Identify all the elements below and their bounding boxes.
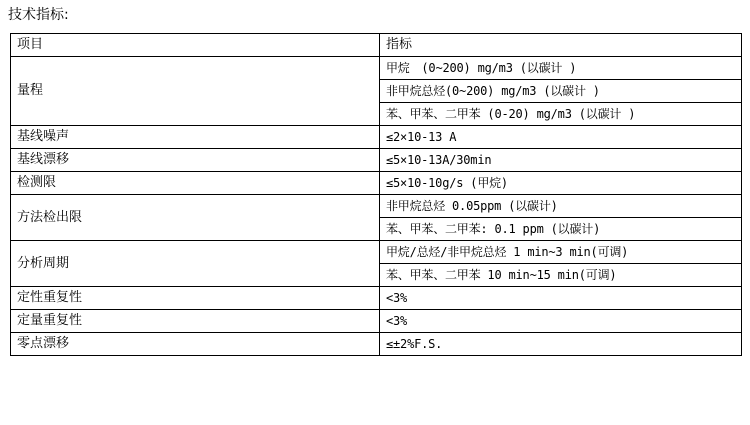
method-detection-limit-value-btx: 苯、甲苯、二甲苯: 0.1 ppm (以碳计) bbox=[380, 218, 742, 241]
baseline-noise-value: ≤2×10-13 A bbox=[380, 126, 742, 149]
section-heading: 技术指标: bbox=[8, 7, 69, 23]
table-row bbox=[11, 287, 742, 310]
table-row bbox=[11, 241, 742, 264]
table-header-row bbox=[11, 34, 742, 57]
method-detection-limit-label: 方法检出限 bbox=[11, 195, 380, 241]
table-row bbox=[11, 126, 742, 149]
quantitative-repeatability-label: 定量重复性 bbox=[11, 310, 380, 333]
table-row bbox=[11, 149, 742, 172]
qualitative-repeatability-label: 定性重复性 bbox=[11, 287, 380, 310]
baseline-drift-value: ≤5×10-13A/30min bbox=[380, 149, 742, 172]
table-row bbox=[11, 333, 742, 356]
range-value-methane: 甲烷 (0~200) mg/m3 (以碳计 ) bbox=[380, 57, 742, 80]
method-detection-limit-value-nmhc: 非甲烷总烃 0.05ppm (以碳计) bbox=[380, 195, 742, 218]
analysis-period-value-btx: 苯、甲苯、二甲苯 10 min~15 min(可调) bbox=[380, 264, 742, 287]
range-label: 量程 bbox=[11, 57, 380, 126]
zero-drift-label: 零点漂移 bbox=[11, 333, 380, 356]
zero-drift-value: ≤±2%F.S. bbox=[380, 333, 742, 356]
quantitative-repeatability-value: <3% bbox=[380, 310, 742, 333]
analysis-period-value-hydrocarbons: 甲烷/总烃/非甲烷总烃 1 min~3 min(可调) bbox=[380, 241, 742, 264]
table-row bbox=[11, 195, 742, 218]
analysis-period-label: 分析周期 bbox=[11, 241, 380, 287]
table-row bbox=[11, 310, 742, 333]
baseline-drift-label: 基线漂移 bbox=[11, 149, 380, 172]
range-value-nmhc: 非甲烷总烃(0~200) mg/m3 (以碳计 ) bbox=[380, 80, 742, 103]
baseline-noise-label: 基线噪声 bbox=[11, 126, 380, 149]
header-item-cell: 项目 bbox=[11, 34, 380, 57]
table-row bbox=[11, 57, 742, 80]
range-value-btx: 苯、甲苯、二甲苯 (0-20) mg/m3 (以碳计 ) bbox=[380, 103, 742, 126]
detection-limit-value: ≤5×10-10g/s (甲烷) bbox=[380, 172, 742, 195]
detection-limit-label: 检测限 bbox=[11, 172, 380, 195]
header-spec-cell: 指标 bbox=[380, 34, 742, 57]
qualitative-repeatability-value: <3% bbox=[380, 287, 742, 310]
table-row bbox=[11, 172, 742, 195]
spec-table bbox=[10, 33, 742, 356]
